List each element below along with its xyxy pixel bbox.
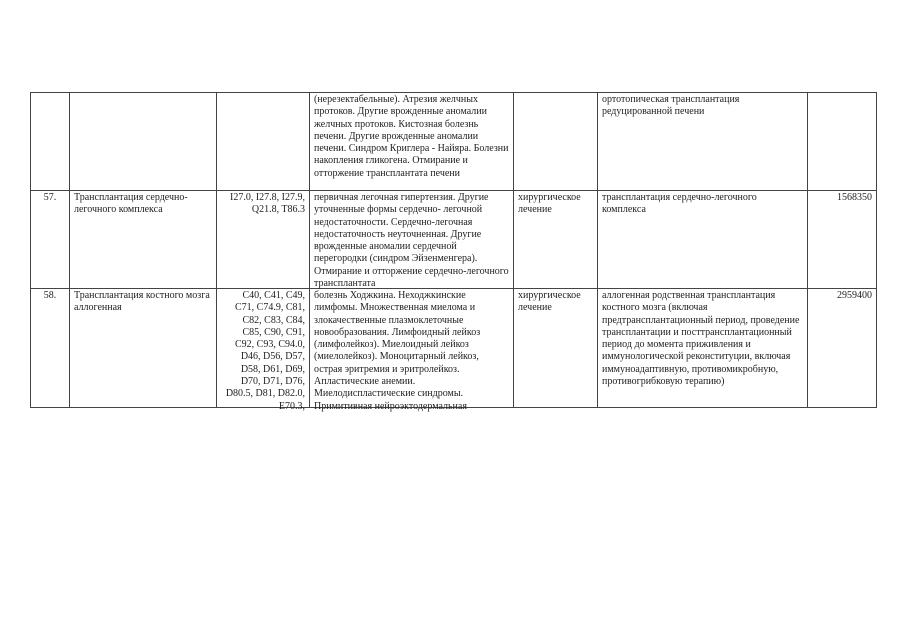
treatment-method-cell <box>598 289 808 408</box>
icd-codes-cell <box>217 93 310 191</box>
icd-codes-text: C40, C41, C49, C71, C74.9, C81, C82, C83, C84, C85, C90, C91, C92, C93, C94.0, D46, D56, D57, D58, D61, D69, D70, D71, D76, D80.5, D81, D82.0, E70.3, <box>225 290 305 412</box>
diagnosis-cell <box>310 93 514 191</box>
diagnosis-cell <box>310 191 514 289</box>
care-name-cell <box>70 93 217 191</box>
cost-cell <box>808 93 877 191</box>
icd-codes-cell <box>217 289 310 412</box>
treatment-method-cell: трансплантация сердечно-легочного комплекса <box>598 191 808 289</box>
treatment-type-cell: хирургическое лечение <box>514 191 598 289</box>
row-number-cell <box>31 93 70 191</box>
medical-care-table <box>30 92 877 412</box>
icd-codes-cell: I27.0, I27.8, I27.9, Q21.8, T86.3 <box>217 191 310 289</box>
table-row <box>31 289 877 408</box>
treatment-method-text: аллогенная родственная трансплантация костного мозга (включая предтрансплантационный период, проведение трансплантации и посттрансплантационный период до момента приживления и иммунологической реконституции, включая иммуноадаптивную, противомикробную, противогрибковую терапию) <box>602 290 800 388</box>
diagnosis-text: (нерезектабельные). Атрезия желчных протоков. Другие врожденные аномалии желчных протоков. Кистозная болезнь печени. Другие врожденные аномалии печени. Синдром Криглера - Найяра. Болезни накопления гликогена. Отмирание и отторжение трансплантата печени <box>314 94 509 179</box>
treatment-type-cell: хирургическое лечение <box>514 289 598 408</box>
row-number-cell: 58. <box>31 289 70 408</box>
row-number-cell: 57. <box>31 191 70 289</box>
care-name-cell: Трансплантация костного мозга аллогенная <box>70 289 217 408</box>
treatment-type-cell <box>514 93 598 191</box>
care-name-cell: Трансплантация сердечно-легочного комплекса <box>70 191 217 289</box>
table-row <box>31 191 877 289</box>
diagnosis-cell <box>310 289 514 412</box>
diagnosis-text: первичная легочная гипертензия. Другие уточненные формы сердечно- легочной недостаточности. Сердечно-легочная недостаточность неуточненная. Другие врожденные аномалии сердечной перегородки (синдром Эйзенменгера). Отмирание и отторжение сердечно-легочного трансплантата <box>314 192 509 290</box>
treatment-method-cell: ортотопическая трансплантация редуцированной печени <box>598 93 808 191</box>
cost-cell: 2959400 <box>808 289 877 408</box>
cost-cell: 1568350 <box>808 191 877 289</box>
table-row <box>31 93 877 191</box>
diagnosis-text: болезнь Ходжкина. Неходжкинские лимфомы. Множественная миелома и злокачественные плазмоклеточные новообразования. Лимфоидный лейкоз (лимфолейкоз). Миелоидный лейкоз (миелолейкоз). Моноцитарный лейкоз, острая эритремия и эритролейкоз. Апластические анемии. Миелодиспластические синдромы. Примитивная нейроэктодермальная <box>314 290 481 412</box>
